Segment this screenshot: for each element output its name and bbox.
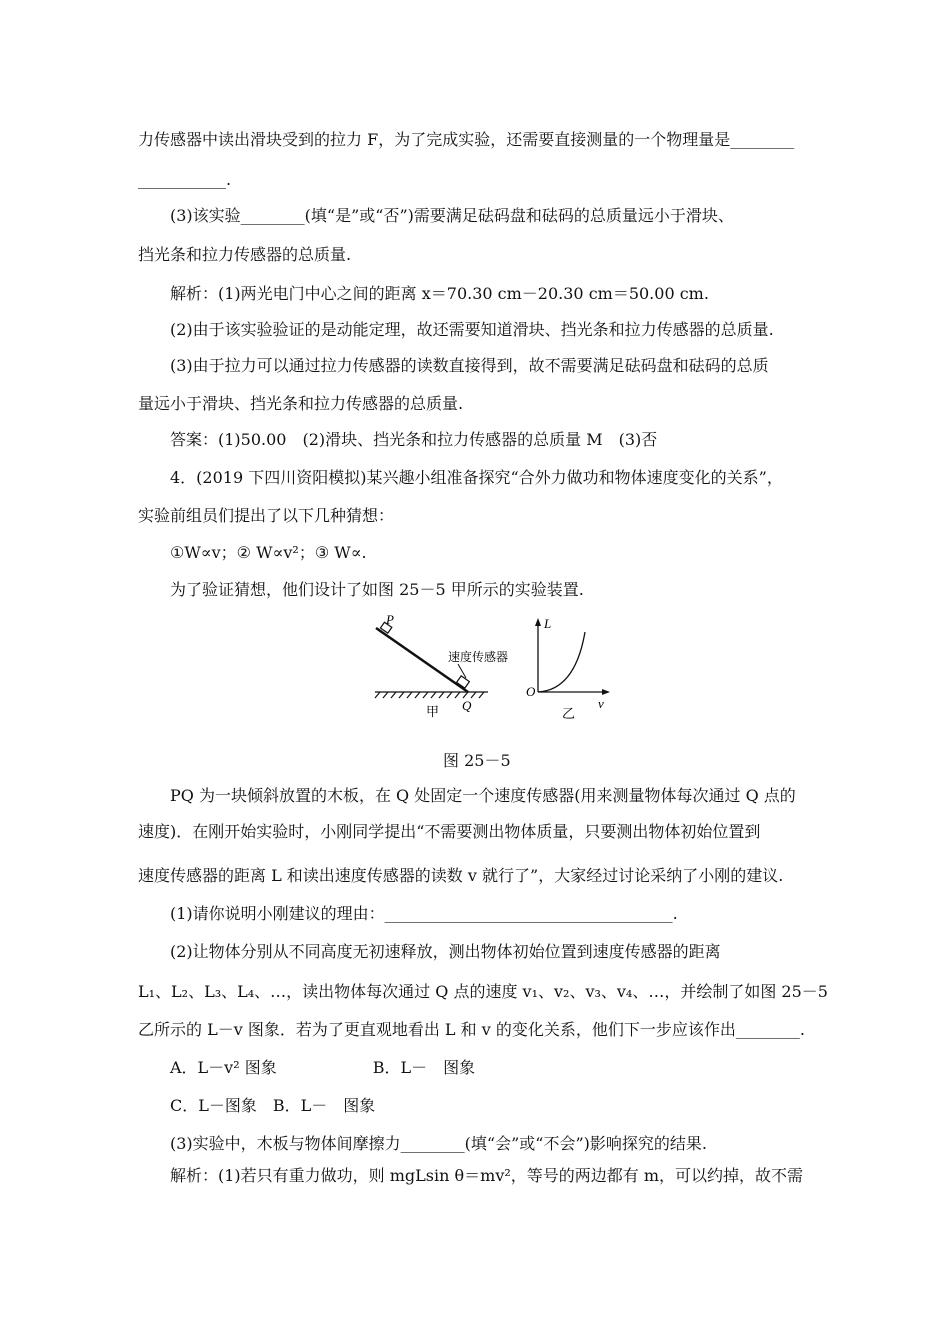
text-line: 量远小于滑块、挡光条和拉力传感器的总质量.	[138, 394, 464, 413]
text-line: L₁、L₂、L₃、L₄、…，读出物体每次通过 Q 点的速度 v₁、v₂、v₃、v₄、…，并绘制了如图 25－5	[138, 982, 828, 1001]
text-line: 解析：(1)两光电门中心之间的距离 x＝70.30 cm－20.30 cm＝50.00 cm.	[170, 284, 709, 303]
label-v: v	[598, 696, 604, 711]
answer-line: 答案：(1)50.00 (2)滑块、挡光条和拉力传感器的总质量 M (3)否	[170, 430, 658, 449]
text-line: 力传感器中读出滑块受到的拉力 F，为了完成实验，还需要直接测量的一个物理量是________	[138, 130, 795, 149]
sensor-label: 速度传感器	[448, 650, 509, 664]
figure-caption: 图 25－5	[443, 751, 511, 770]
figure-25-5	[370, 612, 630, 736]
text-line: 为了验证猜想，他们设计了如图 25－5 甲所示的实验装置.	[170, 580, 584, 599]
text-line: 挡光条和拉力传感器的总质量.	[138, 245, 352, 264]
L-v-curve	[538, 632, 585, 692]
subquestion-2: (2)让物体分别从不同高度无初速释放，测出物体初始位置到速度传感器的距离	[170, 942, 721, 961]
question-title: 4．(2019 下四川资阳模拟)某兴趣小组准备探究“合外力做功和物体速度变化的关系”，	[170, 468, 783, 487]
label-O: O	[526, 684, 536, 699]
text-line: (2)由于该实验验证的是动能定理，故还需要知道滑块、挡光条和拉力传感器的总质量.	[170, 320, 774, 339]
label-yi: 乙	[562, 707, 576, 722]
label-L: L	[544, 616, 552, 631]
subquestion-1: (1)请你说明小刚建议的理由：____________________________________.	[170, 904, 678, 923]
text-line: 速度传感器的距离 L 和读出速度传感器的读数 v 就行了”，大家经过讨论采纳了小刚的建议.	[138, 866, 784, 885]
subquestion-3: (3)实验中，木板与物体间摩擦力________(填“会”或“不会”)影响探究的结果.	[170, 1134, 707, 1153]
text-line: (3)由于拉力可以通过拉力传感器的读数直接得到，故不需要满足砝码盘和砝码的总质	[170, 356, 769, 375]
option-line: A．L－v² 图象 B．L－ 图象	[170, 1058, 476, 1077]
text-line: ___________.	[138, 170, 232, 189]
experiment-diagram	[370, 612, 630, 732]
option-line: C．L－图象 B．L－ 图象	[170, 1096, 376, 1115]
text-line: 实验前组员们提出了以下几种猜想：	[138, 506, 395, 525]
text-line: (3)该实验________(填“是”或“否”)需要满足砝码盘和砝码的总质量远小于滑块、	[170, 206, 734, 225]
label-jia: 甲	[426, 705, 440, 720]
label-Q: Q	[462, 698, 472, 713]
text-line: PQ 为一块倾斜放置的木板，在 Q 处固定一个速度传感器(用来测量物体每次通过 Q 点的	[170, 786, 796, 805]
label-P: P	[386, 612, 394, 627]
text-line: 乙所示的 L－v 图象．若为了更直观地看出 L 和 v 的变化关系，他们下一步应该作出________.	[138, 1020, 805, 1039]
hypotheses-line: ①W∝v；② W∝v²；③ W∝.	[170, 543, 367, 562]
text-line: 速度)．在刚开始实验时，小刚同学提出“不需要测出物体质量，只要测出物体初始位置到	[138, 822, 761, 841]
analysis-line: 解析：(1)若只有重力做功，则 mgLsin θ＝mv²，等号的两边都有 m，可以约掉，故不需	[170, 1166, 804, 1185]
